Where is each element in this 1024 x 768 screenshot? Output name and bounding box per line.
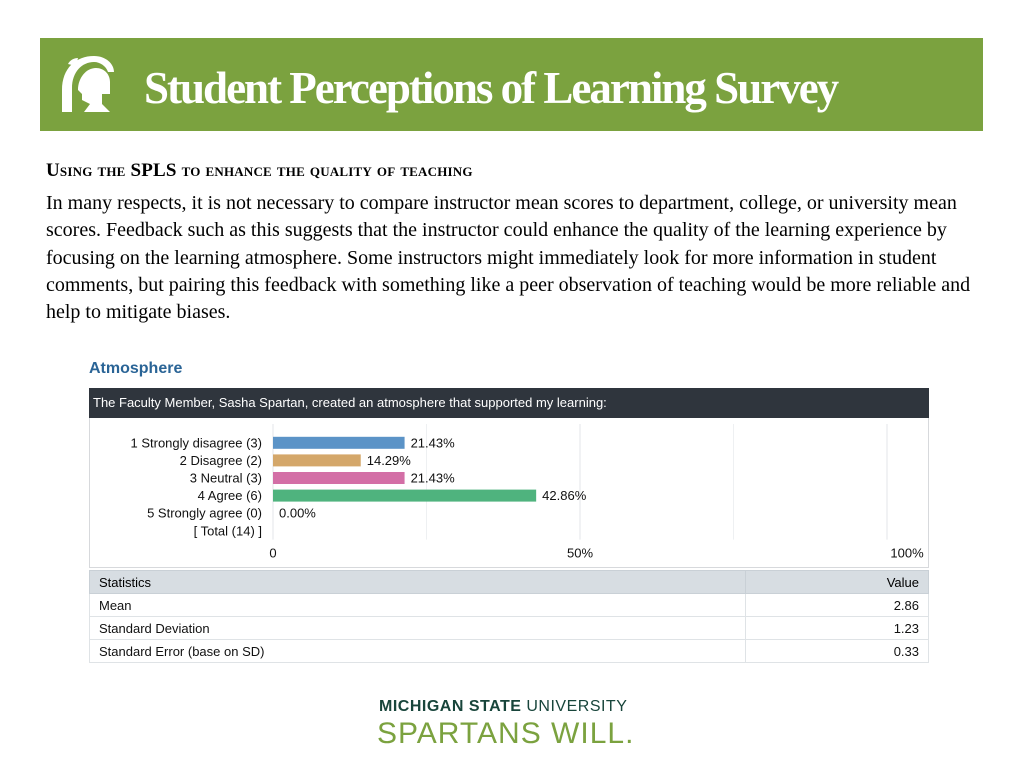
msu-wordmark [379, 698, 627, 716]
table-row [90, 640, 929, 663]
bar [273, 437, 405, 449]
msu-wordmark-rest: UNIVERSITY [526, 698, 628, 715]
statistics-table [89, 570, 929, 663]
x-tick-label: 100% [890, 545, 924, 561]
bar [273, 454, 361, 466]
section-heading: Using the SPLS to enhance the quality of teaching [46, 160, 473, 181]
stat-label: Mean [90, 594, 746, 617]
stat-label: Standard Deviation [90, 617, 746, 640]
data-label: 14.29% [366, 452, 411, 468]
msu-wordmark-bold: MICHIGAN STATE [379, 698, 522, 715]
category-label: 4 Agree (6) [197, 488, 262, 504]
data-label: 21.43% [410, 435, 455, 451]
body-paragraph: In many respects, it is not necessary to compare instructor mean scores to department, college, or university mean scores. Feedback such as this suggests that the instructor could enhance the quality of the learning experience by focusing on the learning atmosphere. Some instructors might immediately look for more information in student comments, but pairing this feedback with something like a peer observation of teaching would be more reliable and help to mitigate biases. [46, 192, 971, 324]
x-tick-label: 50% [566, 545, 594, 561]
response-chart [89, 418, 929, 568]
category-label: 2 Disagree (2) [179, 452, 262, 468]
x-tick-label: 0 [269, 545, 277, 561]
header-banner [40, 38, 983, 131]
data-label: 0.00% [279, 505, 316, 521]
bar [273, 472, 405, 484]
stat-value: 0.33 [746, 640, 929, 663]
statistics-header-value: Value [746, 571, 929, 594]
table-row [90, 594, 929, 617]
spartans-will-tagline: SPARTANS WILL. [377, 717, 635, 750]
bar [273, 490, 536, 502]
category-label: 1 Strongly disagree (3) [130, 435, 262, 451]
spartan-helmet-logo [56, 50, 118, 120]
question-header: The Faculty Member, Sasha Spartan, created an atmosphere that supported my learning: [89, 388, 929, 418]
category-label: 3 Neutral (3) [189, 470, 262, 486]
statistics-header-row [90, 571, 929, 594]
category-label: 5 Strongly agree (0) [147, 505, 262, 521]
data-label: 21.43% [410, 470, 455, 486]
total-label: [ Total (14) ] [193, 523, 262, 539]
panel-title: Atmosphere [89, 360, 183, 377]
stat-label: Standard Error (base on SD) [90, 640, 746, 663]
bar-chart-svg [90, 418, 930, 568]
table-row [90, 617, 929, 640]
banner-title: Student Perceptions of Learning Survey [144, 63, 838, 113]
statistics-header-label: Statistics [90, 571, 746, 594]
stat-value: 1.23 [746, 617, 929, 640]
stat-value: 2.86 [746, 594, 929, 617]
data-label: 42.86% [542, 488, 587, 504]
